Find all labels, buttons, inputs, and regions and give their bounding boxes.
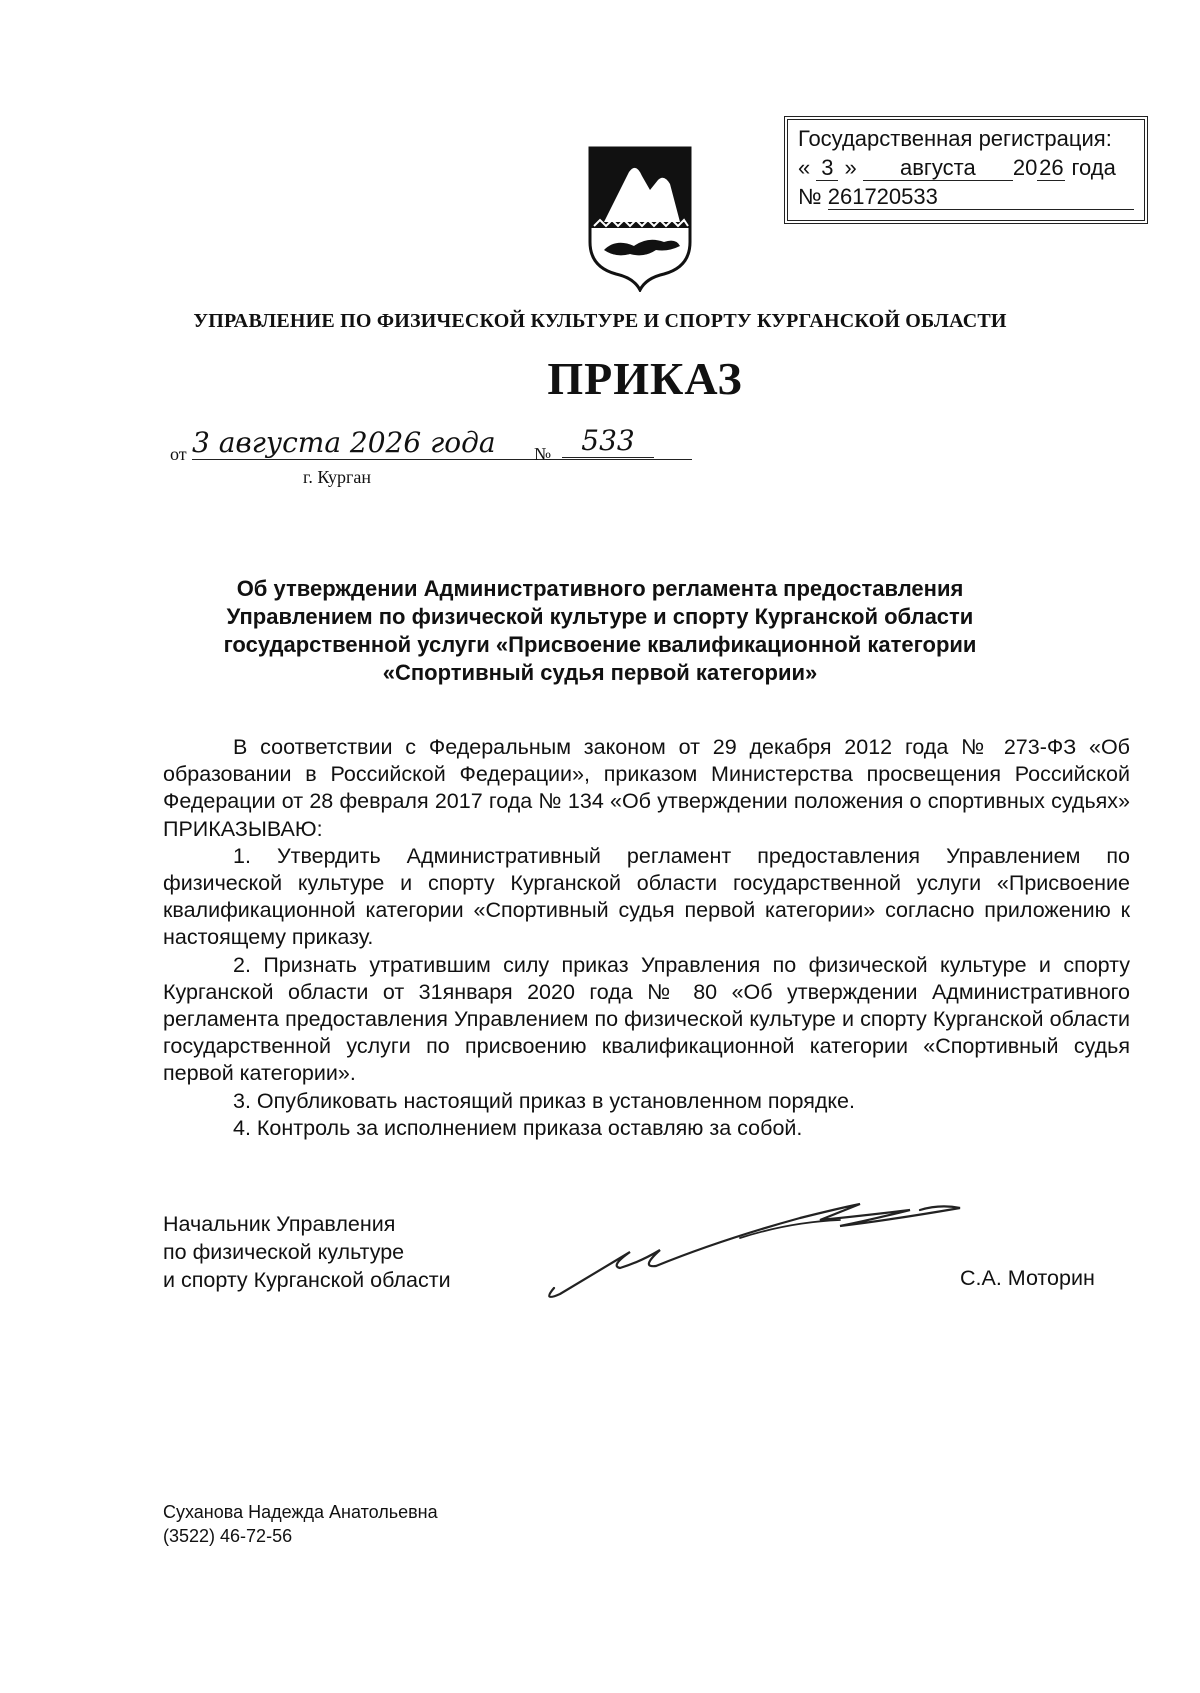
signatory-title: Начальник Управления по физической культуре и спорту Курганской области	[163, 1212, 451, 1292]
number-prefix: №	[534, 444, 552, 464]
order-number-handwritten: 533	[562, 424, 654, 458]
date-prefix: от	[170, 444, 187, 464]
handwritten-signature	[540, 1190, 980, 1310]
registration-year-suffix: 26	[1039, 155, 1064, 180]
subject-line: Управлением по физической культуре и спорту Курганской области	[226, 604, 974, 629]
registration-year-prefix: 20	[1012, 155, 1038, 180]
body-paragraph-item-1: 1. Утвердить Административный регламент предоставления Управлением по физической культуре и спорту Курганской области государственной услуги «Присвоение квалификационной категории «Спортивный судья первой категории» согласно приложению к настоящему приказу.	[163, 843, 1130, 950]
registration-number: 261720533	[828, 185, 1134, 210]
order-date-handwritten: 3 августа 2026 года	[192, 426, 692, 460]
body-paragraph-item-4: 4. Контроль за исполнением приказа оставляю за собой.	[233, 1115, 803, 1140]
subject-line: государственной услуги «Присвоение квалификационной категории	[223, 632, 977, 657]
registration-stamp	[784, 116, 1148, 224]
coat-of-arms-icon	[584, 142, 696, 292]
order-body	[163, 734, 1130, 1142]
executor-name: Суханова Надежда Анатольевна	[163, 1502, 438, 1522]
signatory-name: С.А. Моторин	[960, 1266, 1095, 1290]
organization-title: УПРАВЛЕНИЕ ПО ФИЗИЧЕСКОЙ КУЛЬТУРЕ И СПОРТУ КУРГАНСКОЙ ОБЛАСТИ	[193, 310, 1007, 332]
registration-year-word: года	[1071, 155, 1116, 180]
registration-date: « 3 » августа 2026 года	[798, 155, 1116, 180]
subject-line: «Спортивный судья первой категории»	[382, 660, 818, 685]
subject-line: Об утверждении Административного регламента предоставления	[236, 576, 964, 601]
order-subject	[150, 575, 1050, 687]
registration-number-line: № 261720533	[798, 182, 1134, 211]
city: г. Курган	[303, 467, 372, 487]
registration-label: Государственная регистрация:	[798, 126, 1112, 151]
body-paragraph-item-2: 2. Признать утратившим силу приказ Управления по физической культуре и спорту Курганской области от 31января 2020 года № 80 «Об утверждении Административного регламента предоставления Управлением по физической культуре и спорту Курганской области государственной услуги по присвоению квалификационной категории «Спортивный судья первой категории».	[163, 952, 1130, 1086]
body-paragraph-preamble: В соответствии с Федеральным законом от 29 декабря 2012 года № 273-ФЗ «Об образовании в Российской Федерации», приказом Министерства просвещения Российской Федерации от 28 февраля 2017 года № 134 «Об утверждении положения о спортивных судьях» ПРИКАЗЫВАЮ:	[163, 735, 1130, 841]
document-type-title: ПРИКАЗ	[547, 353, 743, 404]
body-paragraph-item-3: 3. Опубликовать настоящий приказ в установленном порядке.	[233, 1088, 855, 1113]
registration-day: 3	[816, 156, 838, 181]
registration-month: августа	[863, 156, 1013, 181]
executor-contact	[163, 1500, 438, 1548]
executor-phone: (3522) 46-72-56	[163, 1526, 293, 1546]
